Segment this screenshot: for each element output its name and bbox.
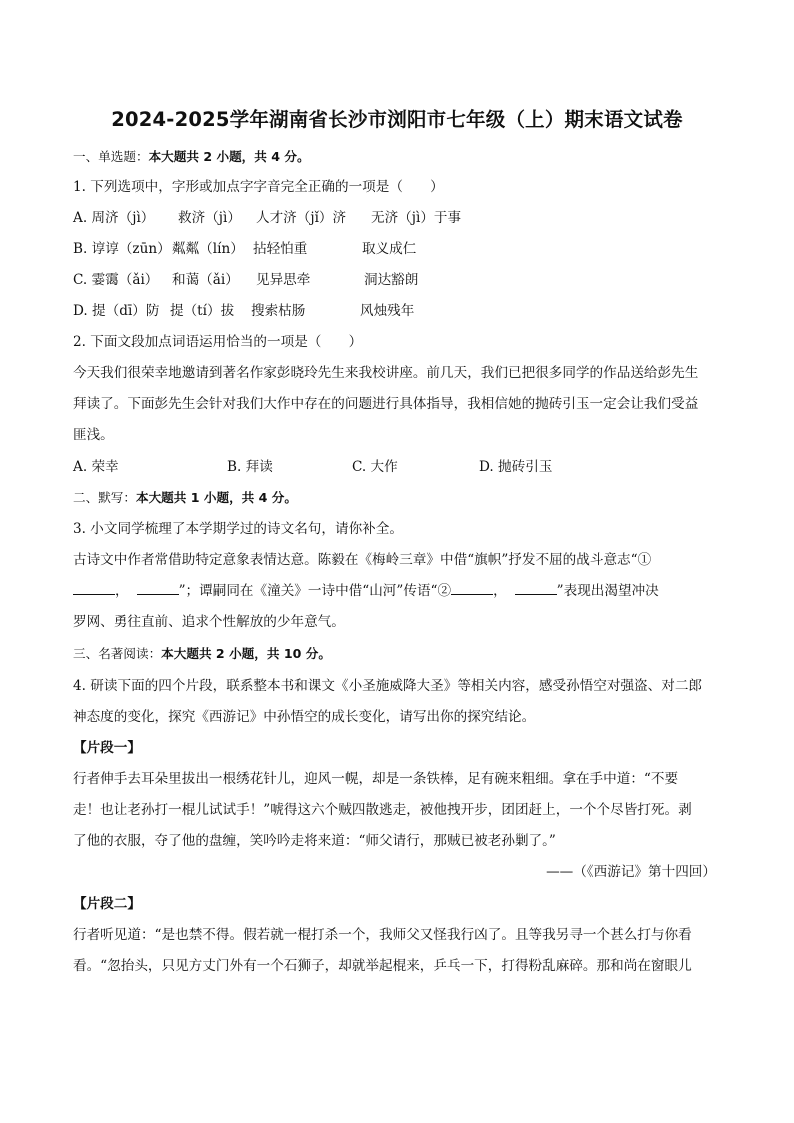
q1-option-b-4: 取义成仁 <box>362 241 417 257</box>
q2-option-b: B. 拜读 <box>227 459 273 475</box>
q1-option-b-2: 粼粼（lín） <box>172 241 244 257</box>
answer-blank-2a[interactable] <box>451 582 493 595</box>
q1-option-b-1: B. 谆谆（zūn） <box>73 241 171 257</box>
fragment-2-line-2: 看。“忽抬头，只见方丈门外有一个石狮子，却就举起棍来，乒乓一下，打得粉乱麻碎。那和尚在窗眼儿 <box>73 958 692 974</box>
section-2-heading <box>73 489 297 507</box>
section-1-label: 一、单选题： <box>73 149 149 164</box>
section-3-label: 三、名著阅读： <box>73 646 162 661</box>
q1-option-a-4: 无济（jì）于事 <box>371 210 462 226</box>
q2-option-a: A. 荣幸 <box>73 459 119 475</box>
fragment-1-line-2: 走！也让老孙打一棍儿试试手！”唬得这六个贼四散逃走，被他拽开步，团团赶上，一个个尽皆打死。剥 <box>73 802 692 818</box>
q3-comma-1: ， <box>115 583 129 599</box>
fragment-2-line-1: 行者听见道：“是也禁不得。假若就一棍打杀一个，我师父又怪我行凶了。且等我另寻一个甚么打与你看 <box>73 927 692 943</box>
q3-end-text: ”表现出渴望冲决 <box>556 583 659 599</box>
question-2-stem: 2. 下面文段加点词语运用恰当的一项是（ ） <box>73 334 363 350</box>
q1-option-a-1: A. 周济（jì） <box>73 210 155 226</box>
q1-option-d-2: 提（tí）拔 <box>170 303 235 319</box>
q1-option-a-2: 救济（jì） <box>178 210 241 226</box>
q2-passage-line-3: 匪浅。 <box>73 427 114 443</box>
section-3-info: 本大题共 2 小题，共 10 分。 <box>161 646 331 661</box>
q1-option-c-3: 见异思牵 <box>256 272 311 288</box>
q1-option-d-1: D. 提（dī）防 <box>73 303 160 319</box>
q1-option-a-3: 人才济（jǐ）济 <box>256 210 347 226</box>
q1-option-b-3: 拈轻怕重 <box>253 241 308 257</box>
q1-option-c-4: 洞达豁朗 <box>364 272 419 288</box>
section-2-label: 二、默写： <box>73 490 136 505</box>
fragment-1-line-1: 行者伸手去耳朵里拔出一根绣花针儿，迎风一幌，却是一条铁棒，足有碗来粗细。拿在手中道：“不要 <box>73 771 679 787</box>
q3-comma-2: ， <box>493 583 507 599</box>
question-3-stem: 3. 小文同学梳理了本学期学过的诗文名句，请你补全。 <box>73 521 403 537</box>
page-title: 2024-2025学年湖南省长沙市浏阳市七年级（上）期末语文试卷 <box>111 108 683 131</box>
answer-blank-1a[interactable] <box>73 582 115 595</box>
q2-passage-line-2: 拜读了。下面彭先生会针对我们大作中存在的问题进行具体指导，我相信她的抛砖引玉一定会让我们受益 <box>73 396 699 412</box>
q1-option-d-3: 搜索枯肠 <box>251 303 306 319</box>
answer-blank-1b[interactable] <box>137 582 179 595</box>
q2-option-d: D. 抛砖引玉 <box>479 459 553 475</box>
fragment-2-label: 【片段二】 <box>73 896 141 912</box>
q1-option-d-4: 风烛残年 <box>360 303 415 319</box>
q2-passage-line-1: 今天我们很荣幸地邀请到著名作家彭晓玲先生来我校讲座。前几天，我们已把很多同学的作品送给彭先生 <box>73 365 699 381</box>
section-1-heading <box>73 148 310 166</box>
question-4-stem-line-1: 4. 研读下面的四个片段，联系整本书和课文《小圣施威降大圣》等相关内容，感受孙悟空对强盗、对二郎 <box>73 678 703 694</box>
question-4-stem-line-2: 神态度的变化，探究《西游记》中孙悟空的成长变化，请写出你的探究结论。 <box>73 709 536 725</box>
section-3-heading <box>73 645 331 663</box>
fragment-1-label: 【片段一】 <box>73 740 141 756</box>
q3-passage-line-2 <box>73 582 659 600</box>
q3-mid-text: ”；谭嗣同在《潼关》一诗中借“山河”传语“② <box>178 583 452 599</box>
q3-passage-line-3: 罗网、勇往直前、追求个性解放的少年意气。 <box>73 614 345 630</box>
fragment-1-source: ——（《西游记》第十四回） <box>546 864 716 880</box>
q1-option-c-2: 和蔼（ǎi） <box>172 272 239 288</box>
section-2-info: 本大题共 1 小题，共 4 分。 <box>135 490 297 505</box>
q1-option-c-1: C. 霎霭（ǎi） <box>73 272 159 288</box>
q3-passage-line-1: 古诗文中作者常借助特定意象表情达意。陈毅在《梅岭三章》中借“旗帜”抒发不屈的战斗意志“① <box>73 552 652 568</box>
answer-blank-2b[interactable] <box>515 582 557 595</box>
q2-option-c: C. 大作 <box>352 459 398 475</box>
fragment-1-line-3: 了他的衣服，夺了他的盘缠，笑吟吟走将来道：“师父请行，那贼已被老孙剿了。” <box>73 833 556 849</box>
section-1-info: 本大题共 2 小题，共 4 分。 <box>148 149 310 164</box>
question-1-stem: 1. 下列选项中，字形或加点字字音完全正确的一项是（ ） <box>73 179 444 195</box>
